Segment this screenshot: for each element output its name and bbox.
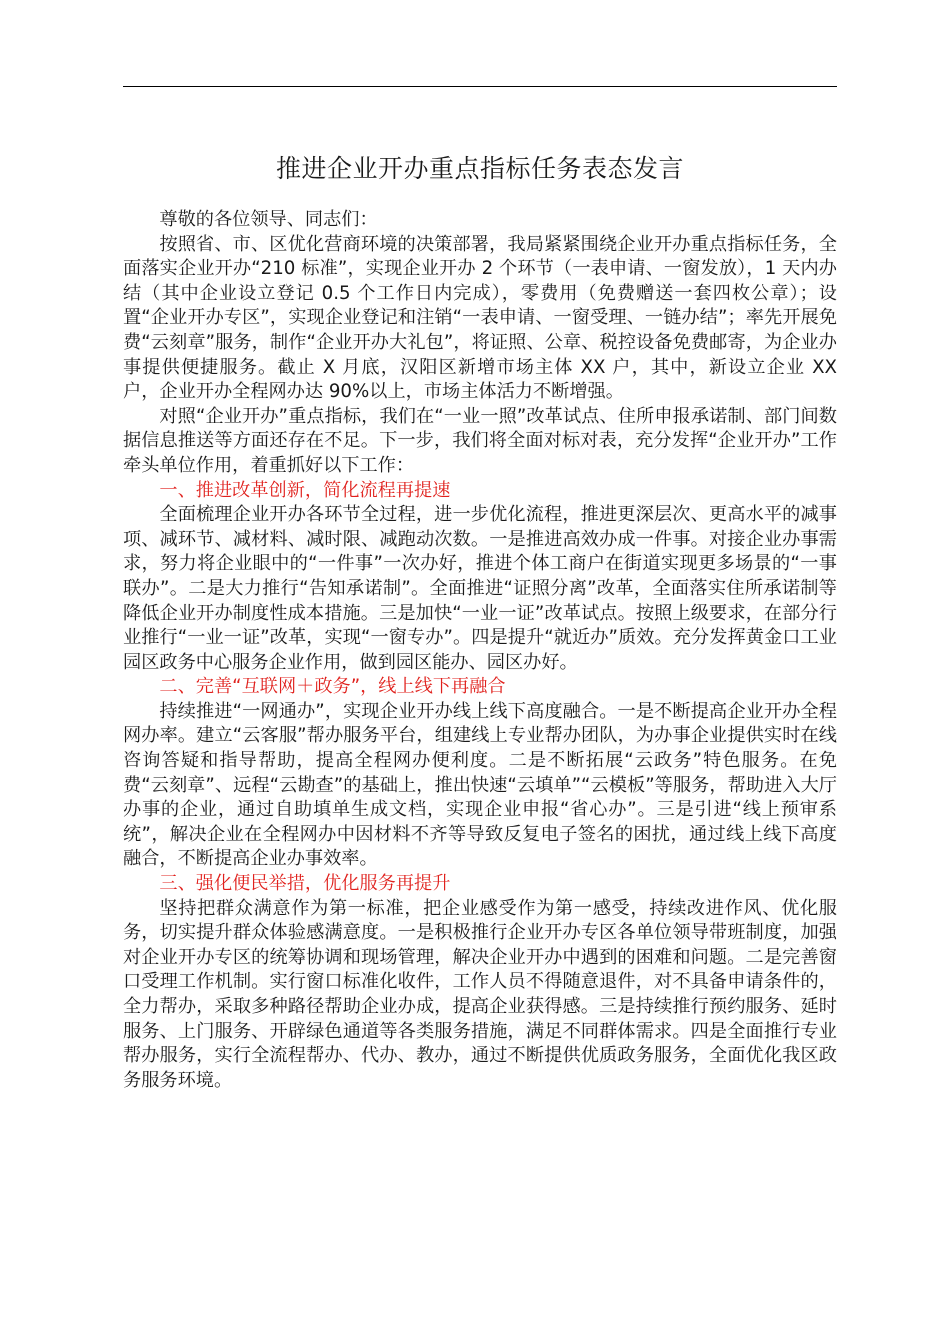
section-heading: 一、推进改革创新，简化流程再提速 bbox=[159, 479, 451, 501]
section-heading: 二、完善“互联网＋政务”，线上线下再融合 bbox=[159, 676, 506, 698]
document-body bbox=[123, 208, 837, 1093]
salutation: 尊敬的各位领导、同志们： bbox=[159, 209, 378, 230]
document-title: 推进企业开办重点指标任务表态发言 bbox=[275, 154, 684, 183]
section-heading: 三、强化便民举措，优化服务再提升 bbox=[159, 873, 451, 895]
header-rule bbox=[123, 86, 837, 87]
section-paragraph: 坚持把群众满意作为第一标准，把企业感受作为第一感受，持续改进作风、优化服务，切实提升群众体验感满意度。一是积极推行企业开办专区各单位领导带班制度，加强对企业开办专区的统筹协调和现场管理，解决企业开办中遇到的困难和问题。二是完善窗口受理工作机制。实行窗口标准化收件，工作人员不得随意退件，对不具备申请条件的，全力帮办，采取多种路径帮助企业办成，提高企业获得感。三是持续推行预约服务、延时服务、上门服务、开辟绿色通道等各类服务措施，满足不同群体需求。四是全面推行专业帮办服务，实行全流程帮办、代办、教办，通过不断提供优质政务服务，全面优化我区政务服务环境。 bbox=[123, 897, 837, 1091]
intro-paragraph: 对照“企业开办”重点指标，我们在“一业一照”改革试点、住所申报承诺制、部门间数据信息推送等方面还存在不足。下一步，我们将全面对标对表，充分发挥“企业开办”工作牵头单位作用，着重抓好以下工作： bbox=[123, 405, 837, 476]
section-paragraph: 持续推进“一网通办”，实现企业开办线上线下高度融合。一是不断提高企业开办全程网办率。建立“云客服”帮办服务平台，组建线上专业帮办团队，为办事企业提供实时在线咨询答疑和指导帮助，提高全程网办便利度。二是不断拓展“云政务”特色服务。在免费“云刻章”、远程“云勘查”的基础上，推出快速“云填单”“云模板”等服务，帮助进入大厅办事的企业，通过自助填单生成文档，实现企业申报“省心办”。三是引进“线上预审系统”，解决企业在全程网办中因材料不齐等导致反复电子签名的困扰，通过线上线下高度融合，不断提高企业办事效率。 bbox=[123, 700, 837, 870]
intro-paragraph: 按照省、市、区优化营商环境的决策部署，我局紧紧围绕企业开办重点指标任务，全面落实企业开办“210 标准”，实现企业开办 2 个环节（一表申请、一窗发放），1 天内办结（其中企业设立登记 0.5 个工作日内完成），零费用（免费赠送一套四枚公章）；设置“企业开办专区”，实现企业登记和注销“一表申请、一窗受理、一链办结”；率先开展免费“云刻章”服务，制作“企业开办大礼包”，将证照、公章、税控设备免费邮寄，为企业办事提供便捷服务。截止 X 月底，汉阳区新增市场主体 XX 户，其中，新设立企业 XX 户，企业开办全程网办达 90%以上，市场主体活力不断增强。 bbox=[123, 233, 837, 403]
section-paragraph: 全面梳理企业开办各环节全过程，进一步优化流程，推进更深层次、更高水平的减事项、减环节、减材料、减时限、减跑动次数。一是推进高效办成一件事。对接企业办事需求，努力将企业眼中的“一件事”一次办好，推进个体工商户在街道实现更多场景的“一事联办”。二是大力推行“告知承诺制”。全面推进“证照分离”改革，全面落实住所承诺制等降低企业开办制度性成本措施。三是加快“一业一证”改革试点。按照上级要求，在部分行业推行“一业一证”改革，实现“一窗专办”。四是提升“就近办”质效。充分发挥黄金口工业园区政务中心服务企业作用，做到园区能办、园区办好。 bbox=[123, 504, 837, 673]
